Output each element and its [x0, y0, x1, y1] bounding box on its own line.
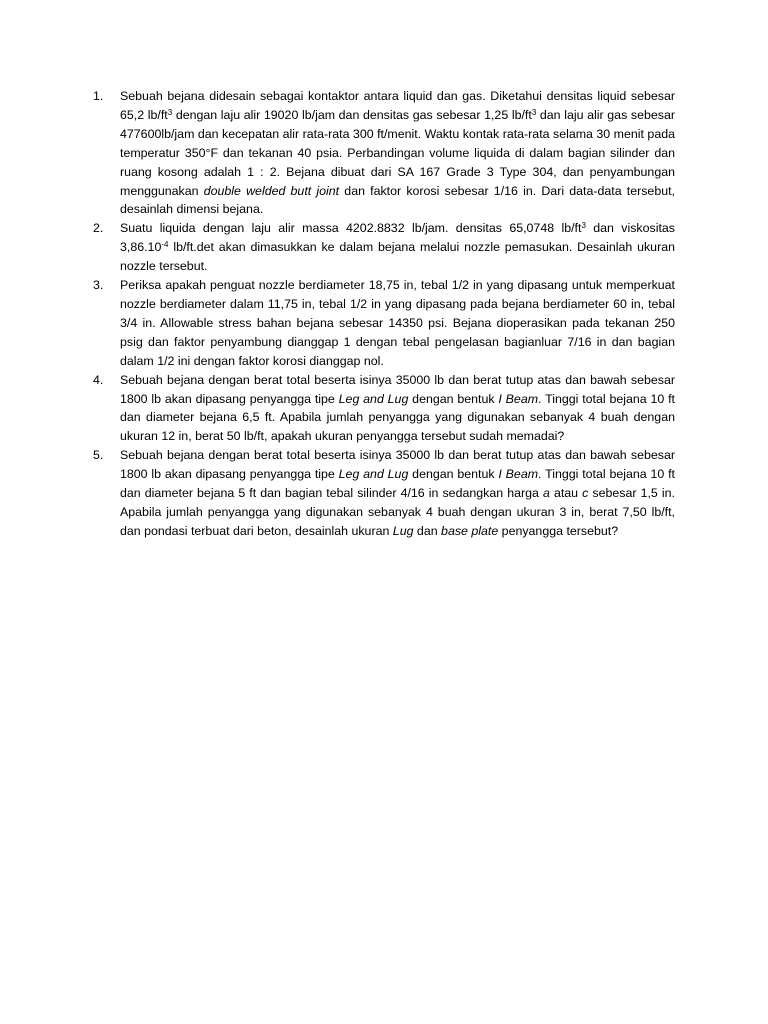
text-segment: dengan laju alir 19020 lb/jam dan densitas gas sebesar 1,25 lb/ft: [172, 107, 532, 122]
superscript-text: 3: [581, 221, 586, 231]
italic-text: Lug: [392, 523, 414, 538]
text-segment: lb/ft.det akan dimasukkan ke dalam bejana melalui nozzle pemasukan. Desainlah ukuran nozzle tersebut.: [120, 240, 675, 274]
problem-text-2: [120, 219, 675, 276]
superscript-text: 3: [167, 107, 173, 117]
italic-text: a: [542, 486, 550, 501]
italic-text: I Beam: [498, 467, 539, 482]
text-segment: Suatu liquida dengan laju alir massa 4202.8832 lb/jam. densitas 65,0748 lb/ft: [120, 221, 582, 236]
text-segment: dengan bentuk: [408, 467, 499, 482]
problem-item-1: [93, 87, 675, 219]
text-segment: Sebuah bejana didesain sebagai kontaktor antara liquid dan gas. Diketahui densitas liquid sebesar 65,2 lb/ft: [120, 89, 675, 122]
problem-item-5: [93, 446, 675, 541]
superscript-text: -4: [161, 240, 169, 250]
text-segment: . Tinggi total bejana 10 ft dan diameter bejana 5 ft dan bagian tebal silinder 4/16 in sedangkan harga: [120, 467, 676, 501]
superscript-text: 3: [531, 107, 537, 117]
text-segment: dan viskositas 3,86.10: [120, 221, 675, 255]
problem-item-3: [93, 276, 675, 371]
problem-item-4: [93, 371, 675, 447]
problem-item-2: [93, 219, 675, 276]
problem-text-3: [120, 276, 675, 371]
problem-number-4: 4.: [93, 372, 104, 387]
problem-number-3: 3.: [93, 278, 104, 293]
text-segment: Periksa apakah penguat nozzle berdiameter 18,75 in, tebal 1/2 in yang dipasang untuk memperkuat nozzle berdiameter dalam 11,75 in, tebal 1/2 in yang dipasang pada bejana berdiameter 60 in, tebal 3/4 in. Allowable stress bahan bejana sebesar 14350 psi. Bejana dioperasikan pada tekanan 250 psig dan faktor penyambung dianggap 1 dengan tebal pengelasan bagianluar 7/16 in dan bagian dalam 1/2 ini dengan faktor korosi dianggap nol.: [120, 278, 675, 368]
problem-number-2: 2.: [93, 221, 104, 236]
problem-number-1: 1.: [93, 89, 104, 103]
text-segment: dan laju alir gas sebesar 477600lb/jam dan kecepatan alir rata-rata 300 ft/menit. Waktu kontak rata-rata selama 30 menit pada temperatur 350°F dan tekanan 40 psia. Perbandingan volume liquida di dalam bagian silinder dan ruang kosong adalah 1 : 2. Bejana dibuat dari SA 167 Grade 3 Type 304, dan penyambungan menggunakan: [120, 107, 675, 198]
text-segment: sebesar 1,5 in. Apabila jumlah penyangga yang digunakan sebanyak 4 buah dengan ukuran 3 in, berat 7,50 lb/ft, dan pondasi terbuat dari beton, desainlah ukuran: [120, 486, 675, 538]
problem-number-5: 5.: [93, 448, 104, 463]
text-segment: Sebuah bejana dengan berat total beserta isinya 35000 lb dan berat tutup atas dan bawah sebesar 1800 lb akan dipasang penyangga tipe: [120, 372, 675, 406]
italic-text: I Beam: [498, 391, 539, 406]
text-segment: dengan bentuk: [408, 391, 499, 406]
italic-text: base plate: [441, 523, 499, 538]
italic-text: double welded butt joint: [203, 183, 340, 198]
text-segment: dan faktor korosi sebesar 1/16 in. Dari data-data tersebut, desainlah dimensi bejana.: [120, 183, 675, 217]
text-segment: penyangga tersebut?: [498, 523, 619, 538]
italic-text: Leg and Lug: [338, 467, 409, 482]
problem-list: [93, 87, 675, 541]
text-segment: atau: [549, 486, 583, 501]
text-segment: dan: [413, 523, 442, 538]
italic-text: c: [582, 486, 589, 501]
problem-text-4: [120, 371, 675, 447]
text-segment: . Tinggi total bejana 10 ft dan diameter bejana 6,5 ft. Apabila jumlah penyangga yang digunakan sebanyak 4 buah dengan ukuran 12 in, berat 50 lb/ft, apakah ukuran penyangga tersebut sudah memadai?: [120, 391, 676, 444]
italic-text: Leg and Lug: [338, 391, 409, 406]
text-segment: Sebuah bejana dengan berat total beserta isinya 35000 lb dan berat tutup atas dan bawah sebesar 1800 lb akan dipasang penyangga tipe: [120, 448, 675, 482]
problem-text-1: [120, 87, 675, 219]
problem-text-5: [120, 446, 675, 541]
